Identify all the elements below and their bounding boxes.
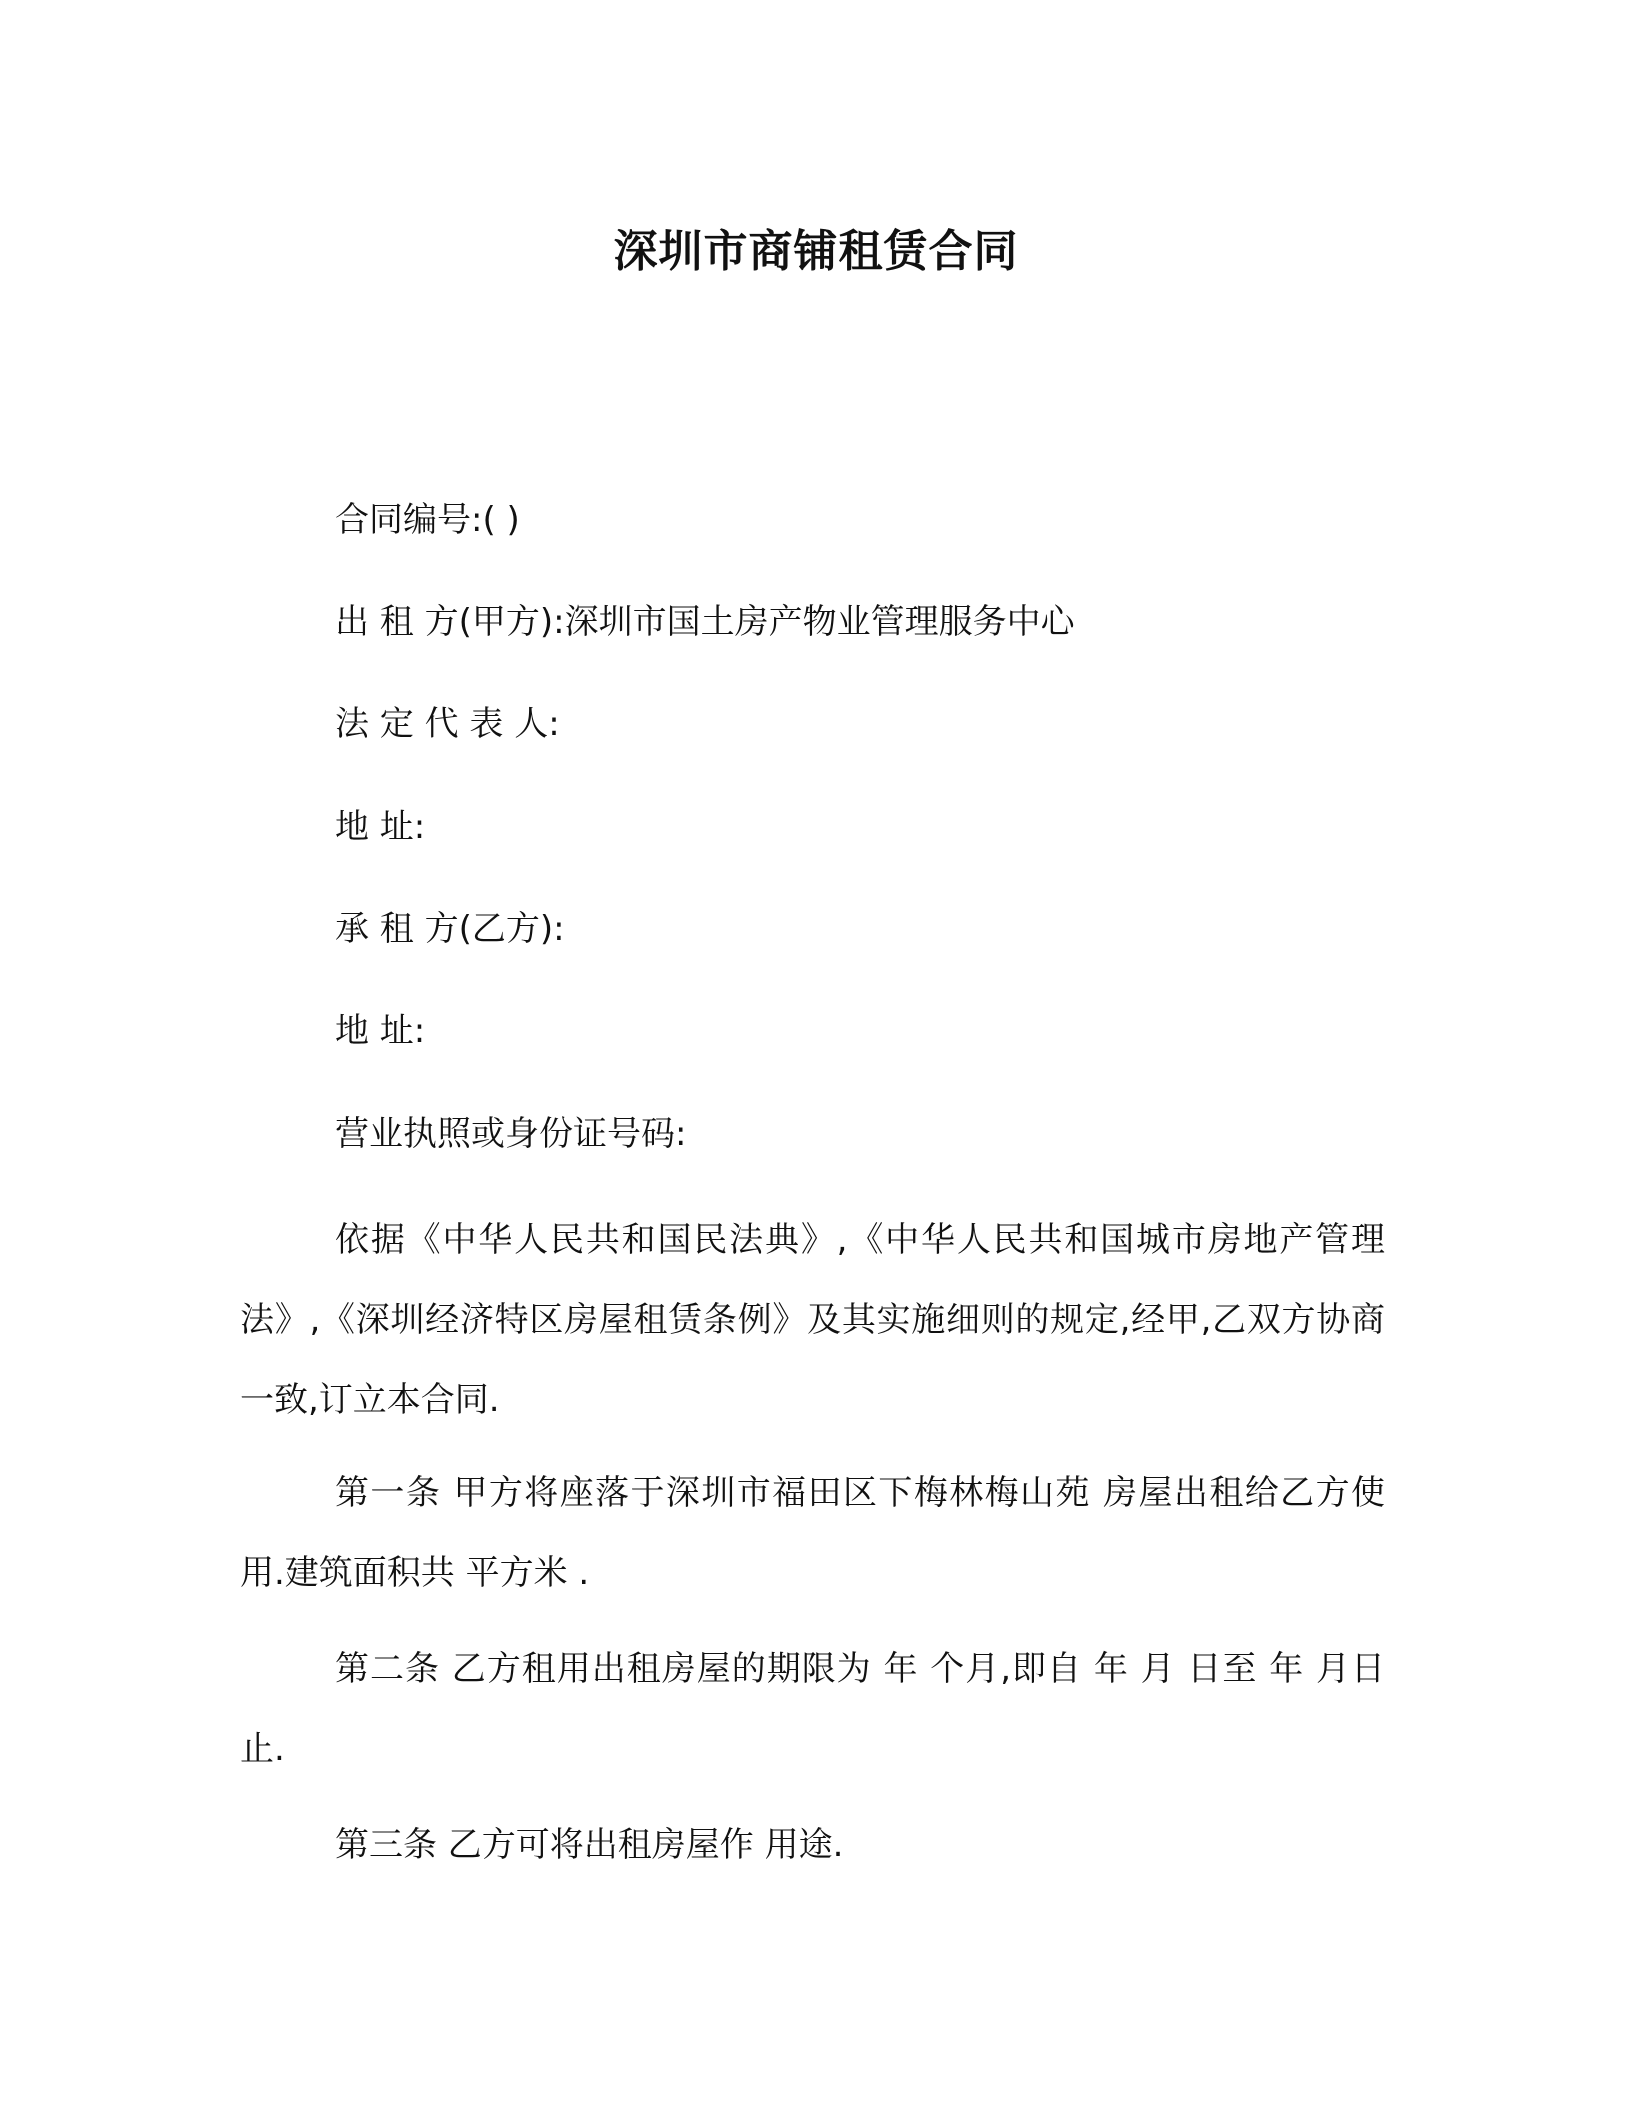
lessee-field: 承 租 方(乙方): — [335, 909, 565, 949]
article-3-paragraph: 第三条 乙方可将出租房屋作 用途. — [335, 1825, 844, 1865]
document-title: 深圳市商铺租赁合同 — [613, 226, 1019, 277]
contract-number-field: 合同编号:( ) — [335, 500, 520, 540]
article-2-paragraph: 第二条 乙方租用出租房屋的期限为 年 个月,即自 年 月 日至 年 月日止. — [240, 1649, 1385, 1769]
lessor-address-field: 地 址: — [335, 807, 426, 847]
lessor-field: 出 租 方(甲方):深圳市国土房产物业管理服务中心 — [335, 602, 1075, 642]
legal-representative-field: 法 定 代 表 人: — [335, 704, 560, 744]
license-id-field: 营业执照或身份证号码: — [335, 1114, 687, 1154]
lessee-address-field: 地 址: — [335, 1011, 426, 1051]
preamble-paragraph: 依据《中华人民共和国民法典》,《中华人民共和国城市房地产管理法》,《深圳经济特区房屋租赁条例》及其实施细则的规定,经甲,乙双方协商一致,订立本合同. — [240, 1220, 1385, 1420]
article-1-paragraph: 第一条 甲方将座落于深圳市福田区下梅林梅山苑 房屋出租给乙方使用.建筑面积共 平方米 . — [240, 1473, 1385, 1593]
